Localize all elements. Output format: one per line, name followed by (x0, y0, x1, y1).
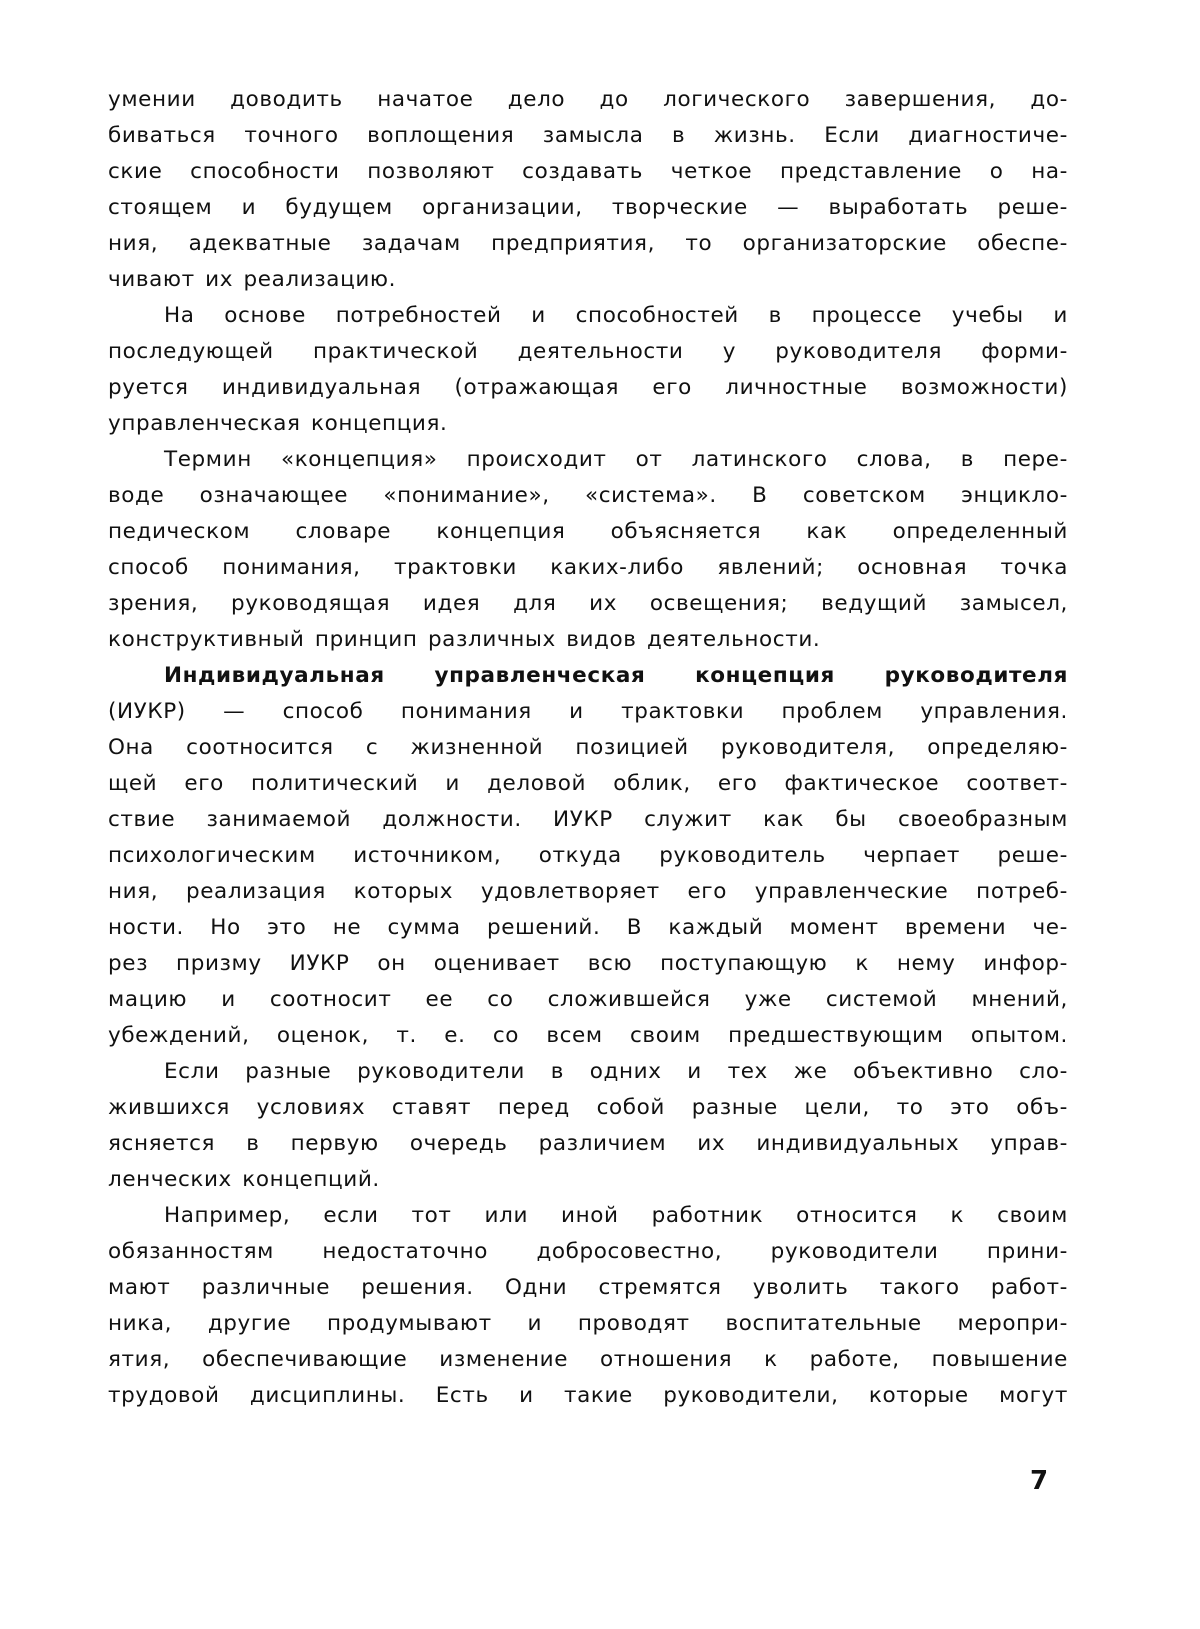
text-line: ясняется в первую очередь различием их индивидуальных управ- (108, 1131, 1068, 1156)
text-line: рез призму ИУКР он оценивает всю поступающую к нему инфор- (108, 951, 1068, 976)
text-line: умении доводить начатое дело до логического завершения, до- (108, 87, 1068, 112)
text-line: стоящем и будущем организации, творческие — выработать реше- (108, 195, 1068, 220)
text-line: психологическим источником, откуда руководитель черпает реше- (108, 843, 1068, 868)
text-line: ности. Но это не сумма решений. В каждый момент времени че- (108, 915, 1068, 940)
text-line: ские способности позволяют создавать четкое представление о на- (108, 159, 1068, 184)
text-line: педическом словаре концепция объясняется как определенный (108, 519, 1068, 544)
text-line: обязанностям недостаточно добросовестно, руководители прини- (108, 1239, 1068, 1264)
text-line: управленческая концепция. (108, 411, 448, 436)
text-line: способ понимания, трактовки каких-либо явлений; основная точка (108, 555, 1068, 580)
text-line: Термин «концепция» происходит от латинского слова, в пере- (164, 447, 1068, 472)
text-line: чивают их реализацию. (108, 267, 397, 292)
text-line: руется индивидуальная (отражающая его личностные возможности) (108, 375, 1068, 400)
text-line: биваться точного воплощения замысла в жизнь. Если диагностиче- (108, 123, 1068, 148)
text-line: щей его политический и деловой облик, его фактическое соответ- (108, 771, 1068, 796)
body-text (108, 82, 1068, 1414)
text-line: воде означающее «понимание», «система». В советском энцикло- (108, 483, 1068, 508)
text-line: трудовой дисциплины. Есть и такие руководители, которые могут (108, 1383, 1068, 1408)
text-line: мацию и соотносит ее со сложившейся уже системой мнений, (108, 987, 1068, 1012)
text-line: мают различные решения. Одни стремятся уволить такого работ- (108, 1275, 1068, 1300)
text-line: последующей практической деятельности у руководителя форми- (108, 339, 1068, 364)
page-number: 7 (1030, 1466, 1049, 1496)
text-line: ния, реализация которых удовлетворяет его управленческие потреб- (108, 879, 1068, 904)
text-line: конструктивный принцип различных видов деятельности. (108, 627, 821, 652)
text-line: (ИУКР) — способ понимания и трактовки проблем управления. (108, 699, 1068, 724)
text-line: На основе потребностей и способностей в процессе учебы и (164, 303, 1068, 328)
text-line: Например, если тот или иной работник относится к своим (164, 1203, 1068, 1228)
text-line: Если разные руководители в одних и тех же объективно сло- (164, 1059, 1068, 1084)
text-line: зрения, руководящая идея для их освещения; ведущий замысел, (108, 591, 1068, 616)
text-line: убеждений, оценок, т. е. со всем своим предшествующим опытом. (108, 1023, 1068, 1048)
text-line: ленческих концепций. (108, 1167, 380, 1192)
text-line: ния, адекватные задачам предприятия, то организаторские обеспе- (108, 231, 1068, 256)
text-line: жившихся условиях ставят перед собой разные цели, то это объ- (108, 1095, 1068, 1120)
text-line: Она соотносится с жизненной позицией руководителя, определяю- (108, 735, 1068, 760)
text-line: ствие занимаемой должности. ИУКР служит как бы своеобразным (108, 807, 1068, 832)
text-line: ника, другие продумывают и проводят воспитательные меропри- (108, 1311, 1068, 1336)
text-line: Индивидуальная управленческая концепция руководителя (164, 663, 1068, 688)
text-line: ятия, обеспечивающие изменение отношения к работе, повышение (108, 1347, 1068, 1372)
